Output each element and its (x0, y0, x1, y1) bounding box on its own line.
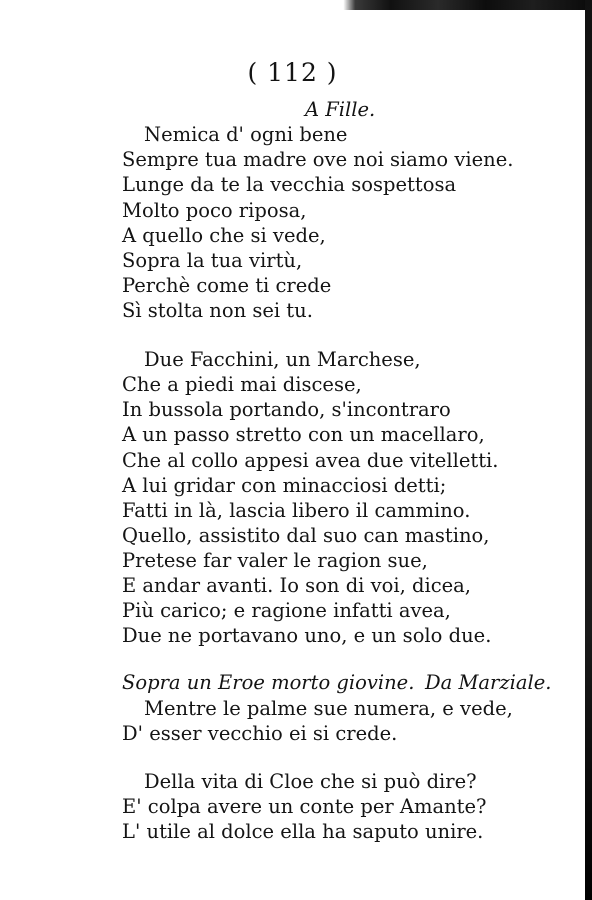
poem-line: A quello che si vede, (122, 224, 326, 247)
poem-line: A un passo stretto con un macellaro, (122, 423, 485, 446)
poem-title: Sopra un Eroe morto giovine. (122, 671, 415, 694)
poem-line: A lui gridar con minacciosi detti; (122, 474, 447, 497)
poem-line: Due ne portavano uno, e un solo due. (122, 624, 492, 647)
poem-line: Che a piedi mai discese, (122, 373, 362, 396)
poem-line: Sì stolta non sei tu. (122, 299, 313, 322)
poem-line: Che al collo appesi avea due vitelletti. (122, 449, 499, 472)
poem-line: In bussola portando, s'incontraro (122, 398, 451, 421)
poem-line: Pretese far valer le ragion sue, (122, 549, 428, 572)
poem-line: Lunge da te la vecchia sospettosa (122, 173, 457, 196)
poem-attribution: Da Marziale. (425, 671, 552, 694)
poem-line: Della vita di Cloe che si può dire? (144, 770, 477, 793)
poem-line: E andar avanti. Io son di voi, dicea, (122, 574, 472, 597)
poem-line: Nemica d' ogni bene (144, 123, 348, 146)
poem-line: Perchè come ti crede (122, 274, 332, 297)
poem-line: Sempre tua madre ove noi siamo viene. (122, 148, 514, 171)
poem-line: Mentre le palme sue numera, e vede, (144, 697, 513, 720)
poem-line: Molto poco riposa, (122, 199, 307, 222)
poem-line: L' utile al dolce ella ha saputo unire. (122, 820, 484, 843)
poem-line: Sopra la tua virtù, (122, 249, 303, 272)
poem-line: Più carico; e ragione infatti avea, (122, 599, 451, 622)
poem-line: Quello, assistito dal suo can mastino, (122, 524, 490, 547)
poem-line: Fatti in là, lascia libero il cammino. (122, 499, 471, 522)
poem-line: E' colpa avere un conte per Amante? (122, 795, 487, 818)
poem-line: D' esser vecchio ei si crede. (122, 722, 398, 745)
scan-right-edge (585, 0, 592, 900)
poem-title: A Fille. (305, 98, 376, 121)
page-number: ( 112 ) (247, 58, 338, 87)
poem-line: Due Facchini, un Marchese, (144, 348, 421, 371)
